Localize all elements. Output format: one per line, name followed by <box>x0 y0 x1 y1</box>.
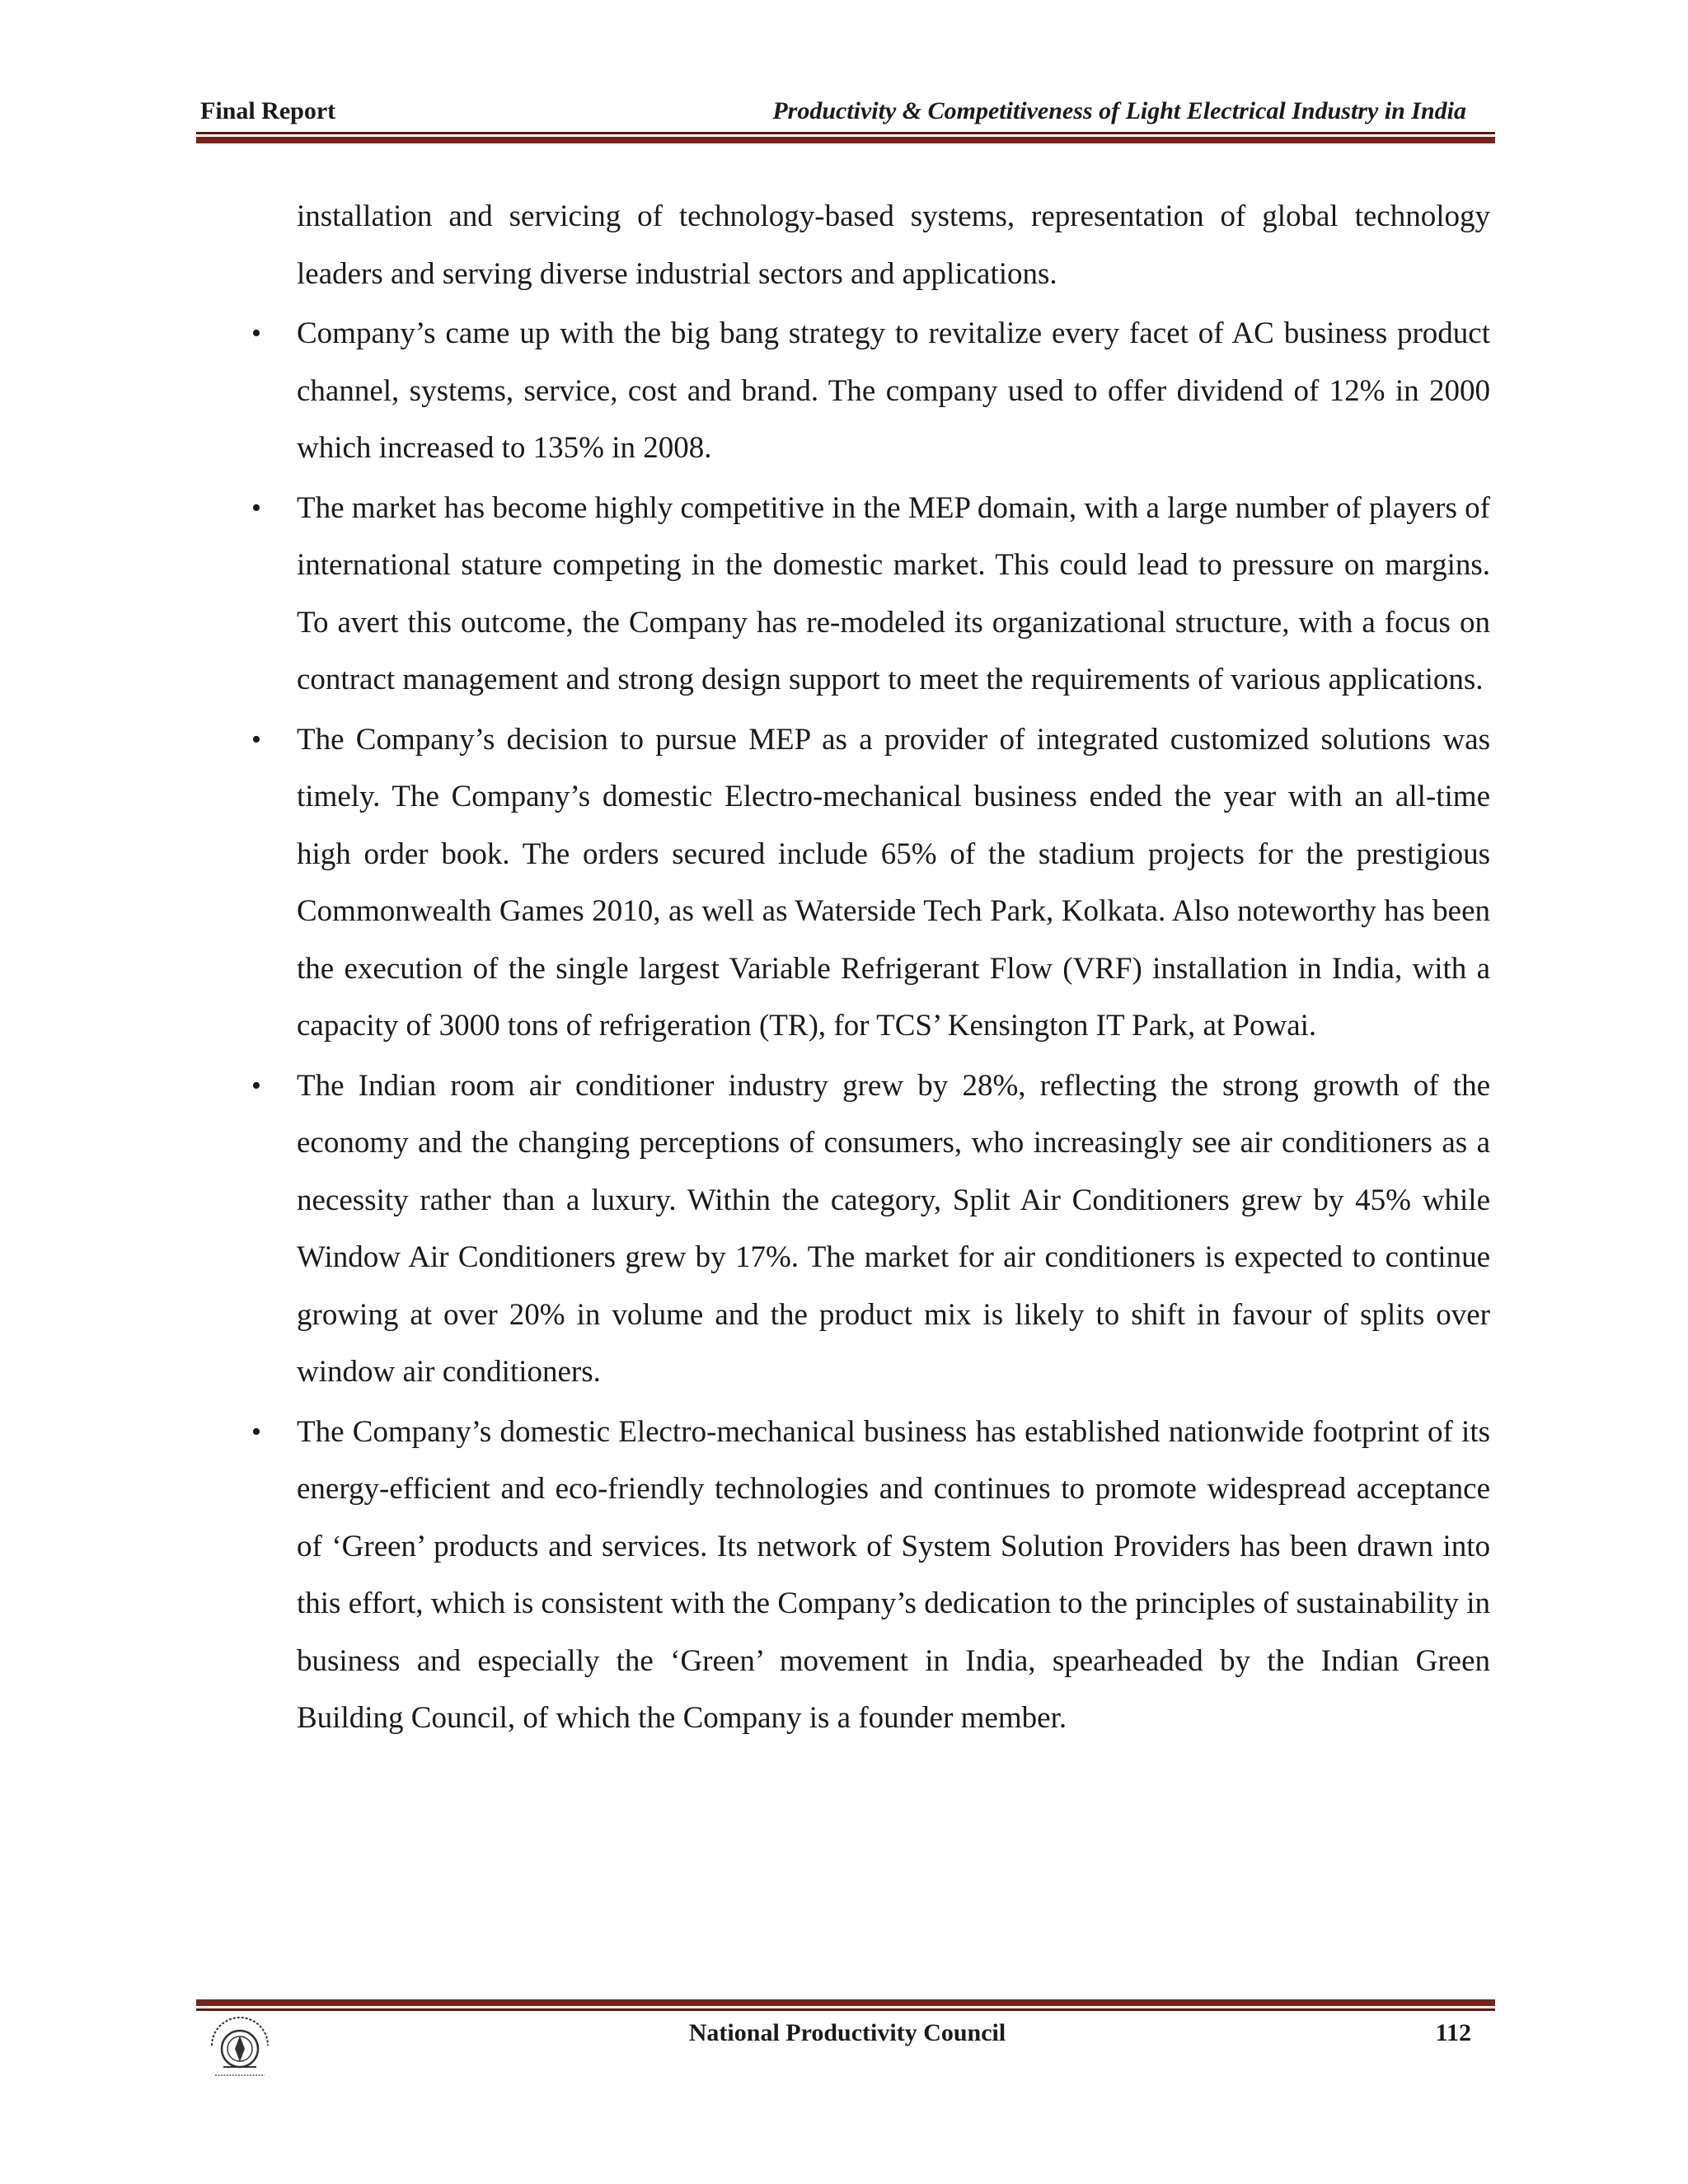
body-text <box>251 188 1490 1750</box>
page-header <box>200 97 1494 130</box>
list-item <box>251 1404 1490 1747</box>
bullet-icon: • <box>251 492 261 523</box>
list-item <box>251 305 1490 477</box>
bullet-icon: • <box>251 318 261 349</box>
header-document-title: Productivity & Competitiveness of Light Electrical Industry in India <box>772 97 1466 124</box>
footer-rule-thin <box>196 2008 1495 2011</box>
bullet-icon: • <box>251 724 261 755</box>
list-item <box>251 1057 1490 1401</box>
continuation-paragraph: installation and servicing of technology-based systems, representation of global technology leaders and serving diverse industrial sectors and applications. <box>297 199 1490 291</box>
bullet-icon: • <box>251 1070 261 1101</box>
list-item-text: Company’s came up with the big bang strategy to revitalize every facet of AC business product channel, systems, service, cost and brand. The company used to offer dividend of 12% in 2000 which increased to 135% in 2008. <box>297 316 1490 465</box>
header-rule-thick <box>196 137 1495 143</box>
page-footer <box>200 2013 1494 2079</box>
list-item <box>251 480 1490 709</box>
page-number: 112 <box>1435 2019 1471 2046</box>
header-report-label: Final Report <box>200 97 336 124</box>
header-rule-thin <box>196 132 1495 134</box>
list-item-text: The Indian room air conditioner industry grew by 28%, reflecting the strong growth of the economy and the changing perceptions of consumers, who increasingly see air conditioners as a necessity rather than a luxury. Within the category, Split Air Conditioners grew by 45% while Window Air Conditioners grew by 17%. The market for air conditioners is expected to continue growing at over 20% in volume and the product mix is likely to shift in favour of splits over window air conditioners. <box>297 1068 1490 1389</box>
list-item-text: The Company’s domestic Electro-mechanical business has established nationwide footprint of its energy-efficient and eco-friendly technologies and continues to promote widespread acceptance of ‘Green’ products and services. Its network of System Solution Providers has been drawn into this effort, which is consistent with the Company’s dedication to the principles of sustainability in business and especially the ‘Green’ movement in India, spearheaded by the Indian Green Building Council, of which the Company is a founder member. <box>297 1414 1490 1735</box>
footer-organization: National Productivity Council <box>688 2019 1006 2046</box>
list-item-text: The Company’s decision to pursue MEP as a provider of integrated customized solutions was timely. The Company’s domestic Electro-mechanical business ended the year with an all-time high order book. The orders secured include 65% of the stadium projects for the prestigious Commonwealth Games 2010, as well as Waterside Tech Park, Kolkata. Also noteworthy has been the execution of the single largest Variable Refrigerant Flow (VRF) installation in India, with a capacity of 3000 tons of refrigeration (TR), for TCS’ Kensington IT Park, at Powai. <box>297 722 1490 1043</box>
list-item-text: The market has become highly competitive in the MEP domain, with a large number of players of international stature competing in the domestic market. This could lead to pressure on margins. To avert this outcome, the Company has re-modeled its organizational structure, with a focus on contract management and strong design support to meet the requirements of various applications. <box>297 490 1490 696</box>
footer-rule-thick <box>196 1999 1495 2006</box>
bullet-icon: • <box>251 1416 261 1447</box>
list-item <box>251 711 1490 1055</box>
bullet-list <box>251 305 1490 1747</box>
